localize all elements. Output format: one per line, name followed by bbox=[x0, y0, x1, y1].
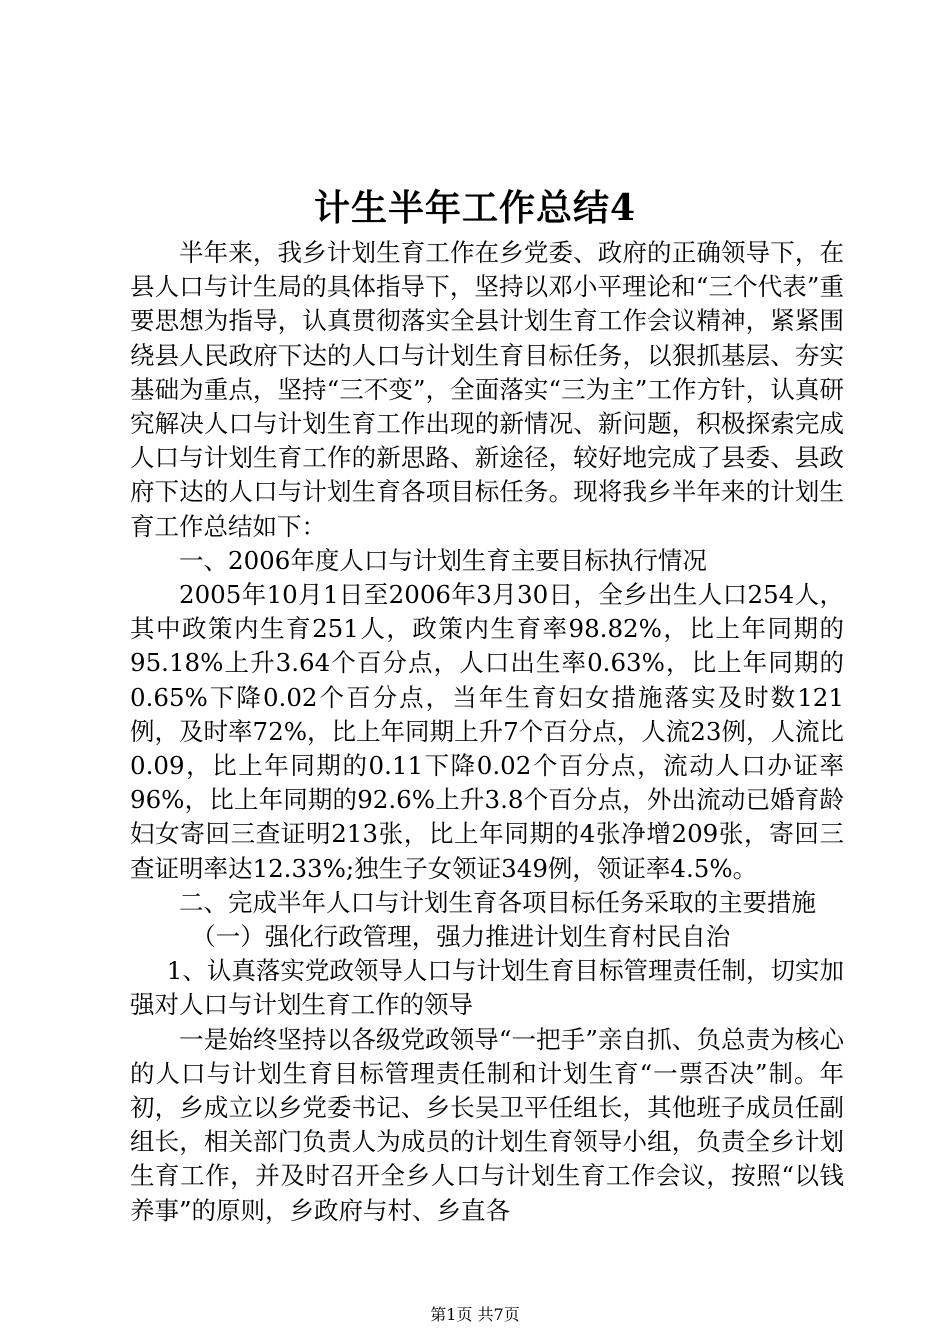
heading-subsection-1: （一）强化行政管理，强力推进计划生育村民自治 bbox=[191, 922, 731, 952]
paragraph-intro: 半年来，我乡计划生育工作在乡党委、政府的正确领导下，在县人口与计生局的具体指导下，坚持以邓小平理论和“三个代表”重要思想为指导，认真贯彻落实全县计划生育工作会议精神，紧紧围绕县人民政府下达的人口与计划生育目标任务，以狠抓基层、夯实基础为重点，坚持“三不变”，全面落实“三为主”工作方针，认真研究解决人口与计划生育工作出现的新情况、新问题，积极探索完成人口与计划生育工作的新思路、新途径，较好地完成了县委、县政府下达的人口与计划生育各项目标任务。现将我乡半年来的计划生育工作总结如下： bbox=[130, 238, 844, 541]
page-footer: 第1页 共7页 bbox=[430, 1305, 520, 1324]
paragraph-statistics: 2005年10月1日至2006年3月30日，全乡出生人口254人，其中政策内生育251人，政策内生育率98.82%，比上年同期的95.18%上升3.64个百分点，人口出生率0.63%，比上年同期的0.65%下降0.02个百分点，当年生育妇女措施落实及时数121例，及时率72%，比上年同期上升7个百分点，人流23例，人流比0.09，比上年同期的0.11下降0.02个百分点，流动人口办证率96%，比上年同期的92.6%上升3.8个百分点，外出流动已婚育龄妇女寄回三查证明213张，比上年同期的4张净增209张，寄回三查证明率达12.33%;独生子女领证349例，领证率4.5%。 bbox=[130, 580, 844, 883]
paragraph-responsibility: 一是始终坚持以各级党政领导“一把手”亲自抓、负总责为核心的人口与计划生育目标管理责任制和计划生育“一票否决”制。年初，乡成立以乡党委书记、乡长吴卫平任组长，其他班子成员任副组长，相关部门负责人为成员的计划生育领导小组，负责全乡计划生育工作，并及时召开全乡人口与计划生育工作会议，按照“以钱养事”的原则，乡政府与村、乡直各 bbox=[130, 1024, 844, 1225]
heading-section-1: 一、2006年度人口与计划生育主要目标执行情况 bbox=[179, 545, 707, 575]
document-title: 计生半年工作总结4 bbox=[313, 187, 637, 229]
heading-section-2: 二、完成半年人口与计划生育各项目标任务采取的主要措施 bbox=[179, 887, 816, 917]
document-body bbox=[130, 236, 844, 1228]
heading-item-1: 1、认真落实党政领导人口与计划生育目标管理责任制，切实加强对人口与计划生育工作的领导 bbox=[130, 956, 844, 1020]
